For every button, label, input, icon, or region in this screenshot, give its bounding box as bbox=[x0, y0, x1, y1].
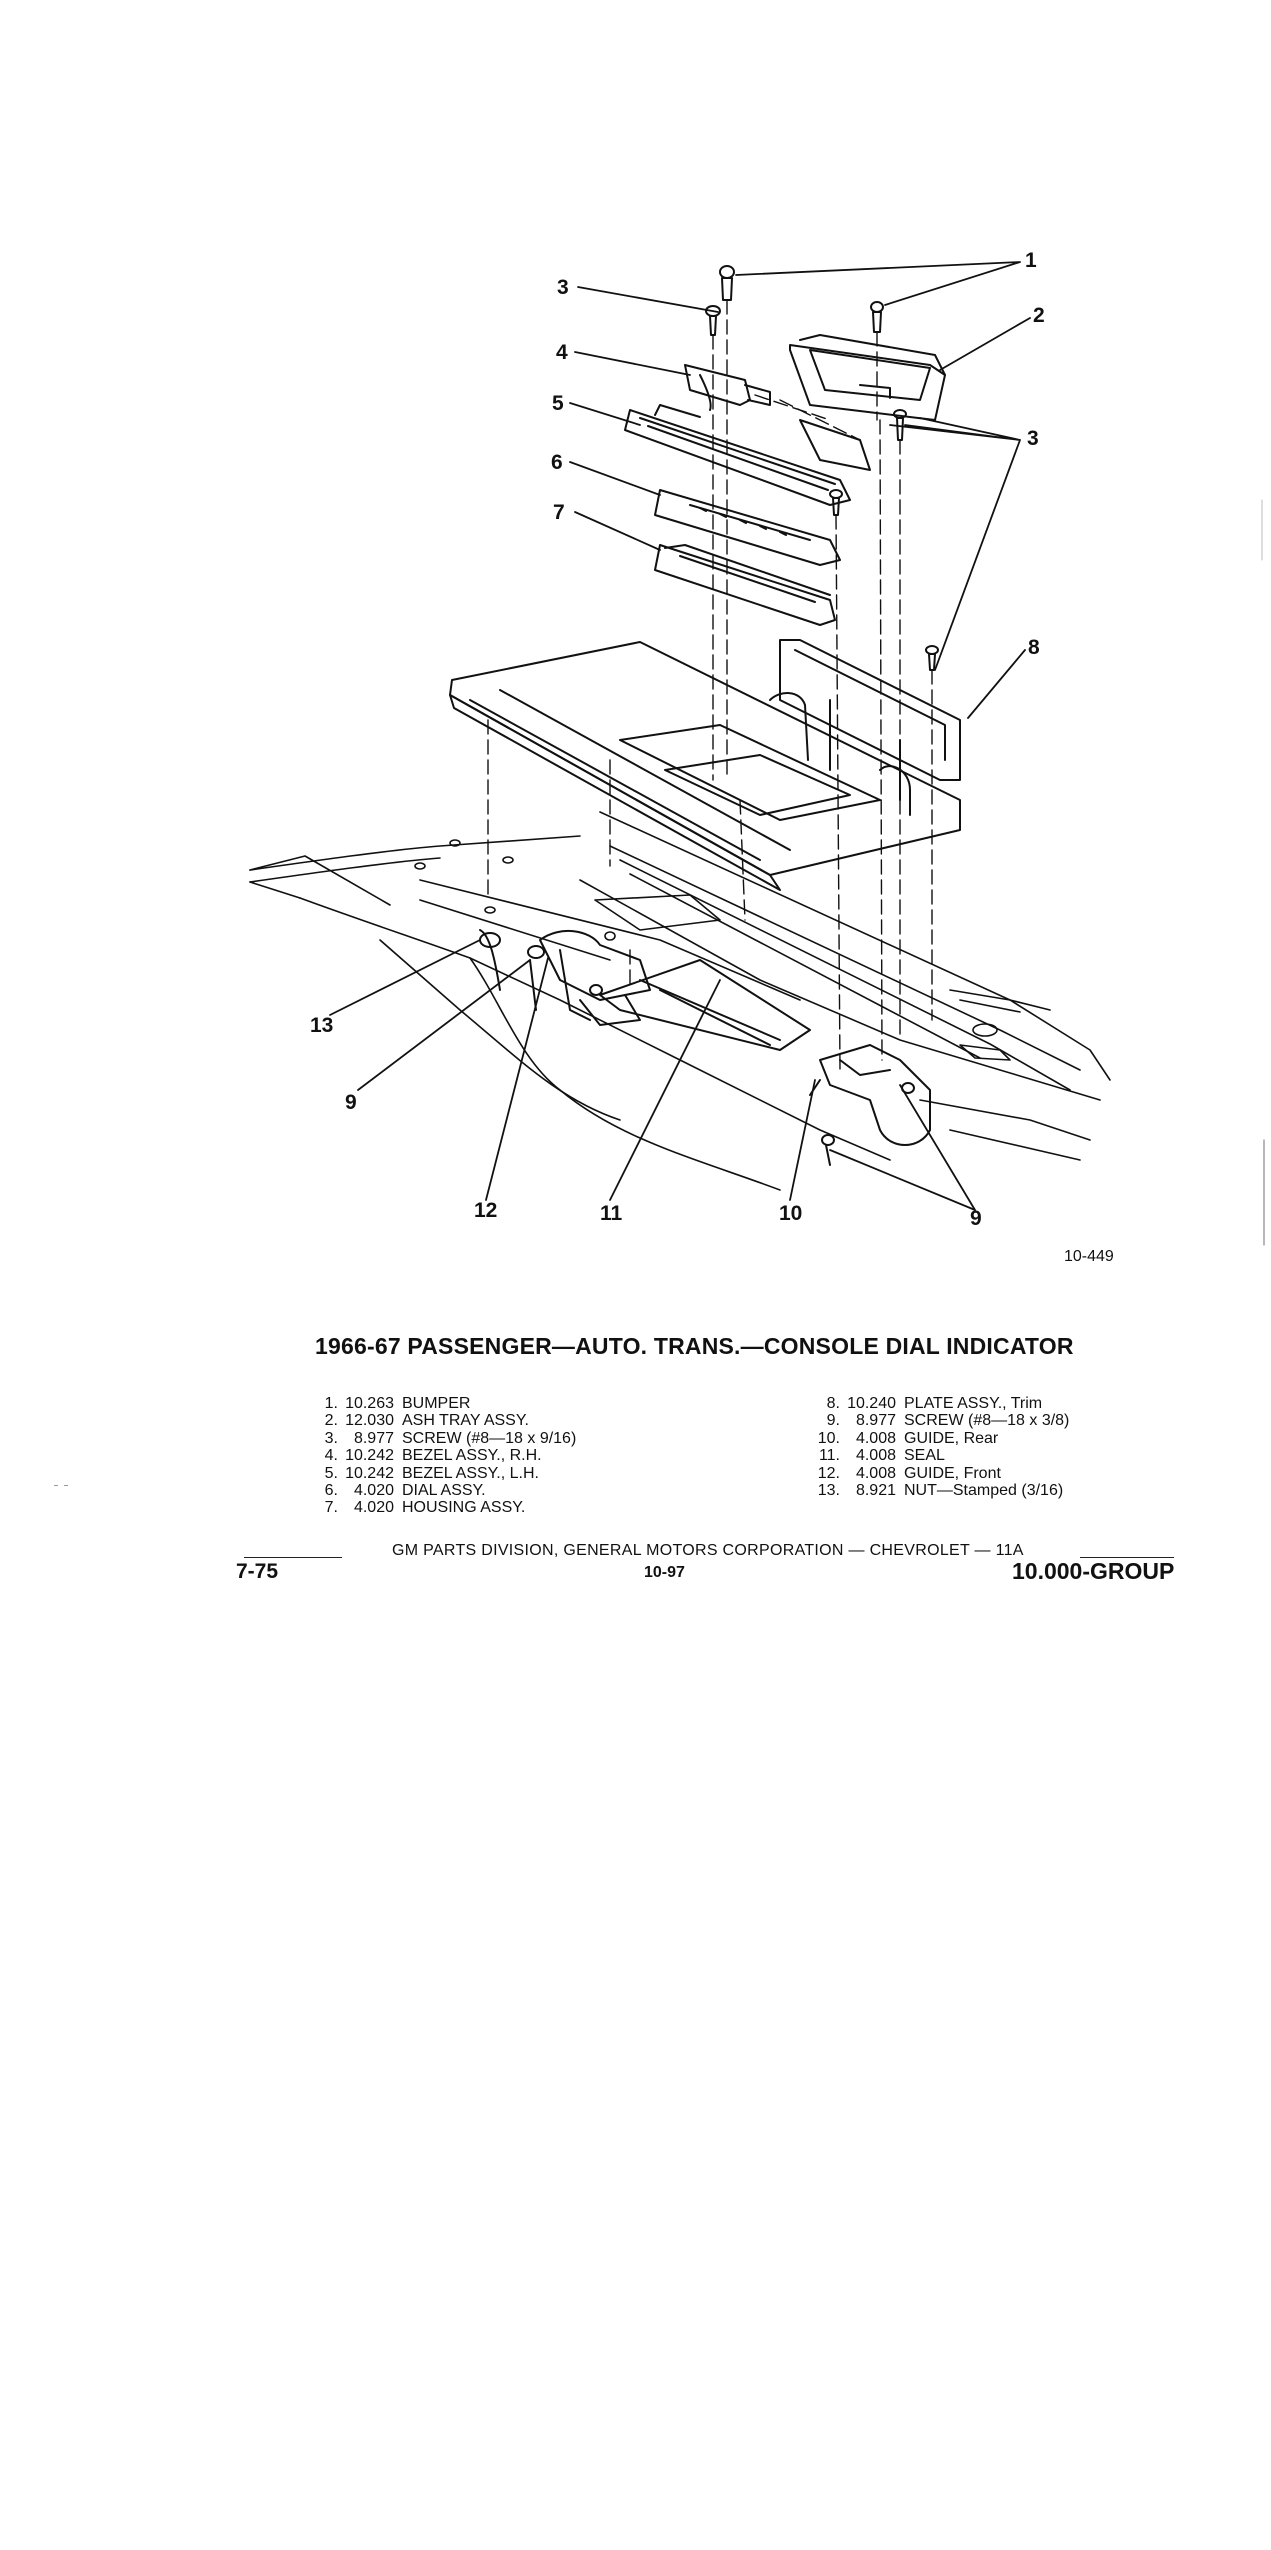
part-number: 7. bbox=[324, 1499, 338, 1517]
part-code: 10.242 bbox=[345, 1447, 394, 1465]
callout-10: 10 bbox=[779, 1202, 803, 1225]
part-code: 8.977 bbox=[353, 1429, 394, 1447]
part-description: SEAL bbox=[904, 1447, 945, 1465]
ash-tray-drawing bbox=[790, 335, 945, 420]
parts-list-item bbox=[812, 1430, 1069, 1447]
parts-list-left bbox=[310, 1395, 576, 1517]
callout-2: 2 bbox=[1033, 304, 1045, 327]
footer-date: 7-75 bbox=[236, 1560, 279, 1583]
part-code: 4.020 bbox=[353, 1499, 394, 1517]
part-code: 12.030 bbox=[345, 1412, 394, 1430]
part-number: 2. bbox=[324, 1412, 338, 1430]
part-description: GUIDE, Front bbox=[904, 1464, 1001, 1482]
parts-list-item bbox=[310, 1412, 576, 1429]
footer-group: 10.000-GROUP bbox=[1012, 1558, 1175, 1584]
parts-list-item bbox=[310, 1499, 576, 1516]
dial-drawing bbox=[655, 490, 840, 565]
scan-speck bbox=[64, 1485, 68, 1486]
part-number: 1. bbox=[324, 1395, 338, 1412]
part-number: 12. bbox=[817, 1464, 840, 1482]
housing-drawing bbox=[655, 545, 835, 625]
part-number: 13. bbox=[817, 1482, 840, 1500]
callout-9: 9 bbox=[345, 1091, 357, 1114]
part-code: 8.921 bbox=[855, 1482, 896, 1500]
footer-rule-left bbox=[244, 1557, 342, 1558]
part-code: 10.242 bbox=[345, 1464, 394, 1482]
part-number: 5. bbox=[324, 1464, 338, 1482]
part-number: 10. bbox=[817, 1429, 840, 1447]
bezel-lh-drawing bbox=[625, 405, 850, 505]
parts-list-item bbox=[310, 1447, 576, 1464]
parts-list-item bbox=[812, 1412, 1069, 1429]
part-number: 6. bbox=[324, 1482, 338, 1500]
callout-9: 9 bbox=[970, 1207, 982, 1230]
part-number: 3. bbox=[324, 1429, 338, 1447]
part-description: DIAL ASSY. bbox=[402, 1482, 486, 1500]
parts-list-item bbox=[310, 1482, 576, 1499]
fastener-drawings bbox=[706, 266, 938, 670]
callout-3: 3 bbox=[1027, 427, 1039, 450]
callout-4: 4 bbox=[556, 341, 568, 364]
part-description: SCREW (#8—18 x 9/16) bbox=[402, 1429, 577, 1447]
part-description: SCREW (#8—18 x 3/8) bbox=[904, 1412, 1070, 1430]
footer-page-number: 10-97 bbox=[644, 1564, 685, 1581]
figure-number: 10-449 bbox=[1064, 1248, 1114, 1265]
callout-11: 11 bbox=[600, 1202, 623, 1225]
part-code: 10.263 bbox=[345, 1395, 394, 1412]
part-description: NUT—Stamped (3/16) bbox=[904, 1482, 1064, 1500]
callout-7: 7 bbox=[553, 501, 565, 524]
part-description: BEZEL ASSY., R.H. bbox=[402, 1447, 542, 1465]
parts-list-item bbox=[310, 1430, 576, 1447]
part-description: BUMPER bbox=[402, 1395, 471, 1412]
footer-publisher: GM PARTS DIVISION, GENERAL MOTORS CORPORATION — CHEVROLET — 11A bbox=[392, 1542, 1024, 1559]
parts-list-item bbox=[310, 1395, 576, 1412]
part-number: 11. bbox=[818, 1447, 840, 1465]
scan-speck bbox=[54, 1485, 58, 1486]
parts-list-item bbox=[812, 1482, 1069, 1499]
part-code: 4.020 bbox=[353, 1482, 394, 1500]
trim-plate-drawing bbox=[450, 640, 960, 890]
callout-12: 12 bbox=[474, 1199, 498, 1222]
parts-list-item bbox=[812, 1447, 1069, 1464]
callout-6: 6 bbox=[551, 451, 563, 474]
parts-list-item bbox=[812, 1465, 1069, 1482]
part-description: ASH TRAY ASSY. bbox=[402, 1412, 529, 1430]
callout-3: 3 bbox=[557, 276, 569, 299]
part-description: PLATE ASSY., Trim bbox=[904, 1395, 1043, 1412]
part-number: 4. bbox=[324, 1447, 338, 1465]
parts-list-right bbox=[812, 1395, 1069, 1499]
part-code: 10.240 bbox=[847, 1395, 896, 1412]
callout-13: 13 bbox=[310, 1014, 334, 1037]
part-description: HOUSING ASSY. bbox=[402, 1499, 526, 1517]
leader-lines bbox=[330, 262, 1030, 1210]
part-number: 9. bbox=[826, 1412, 840, 1430]
part-description: BEZEL ASSY., L.H. bbox=[402, 1464, 539, 1482]
part-number: 8. bbox=[826, 1395, 840, 1412]
part-code: 4.008 bbox=[855, 1464, 896, 1482]
callout-8: 8 bbox=[1028, 636, 1040, 659]
part-description: GUIDE, Rear bbox=[904, 1429, 999, 1447]
callout-1: 1 bbox=[1025, 249, 1037, 272]
part-code: 4.008 bbox=[855, 1429, 896, 1447]
page-title: 1966-67 PASSENGER—AUTO. TRANS.—CONSOLE DIAL INDICATOR bbox=[315, 1333, 1074, 1359]
parts-list-item bbox=[310, 1465, 576, 1482]
callout-5: 5 bbox=[552, 392, 564, 415]
part-code: 4.008 bbox=[855, 1447, 896, 1465]
parts-list-item bbox=[812, 1395, 1069, 1412]
part-code: 8.977 bbox=[855, 1412, 896, 1430]
